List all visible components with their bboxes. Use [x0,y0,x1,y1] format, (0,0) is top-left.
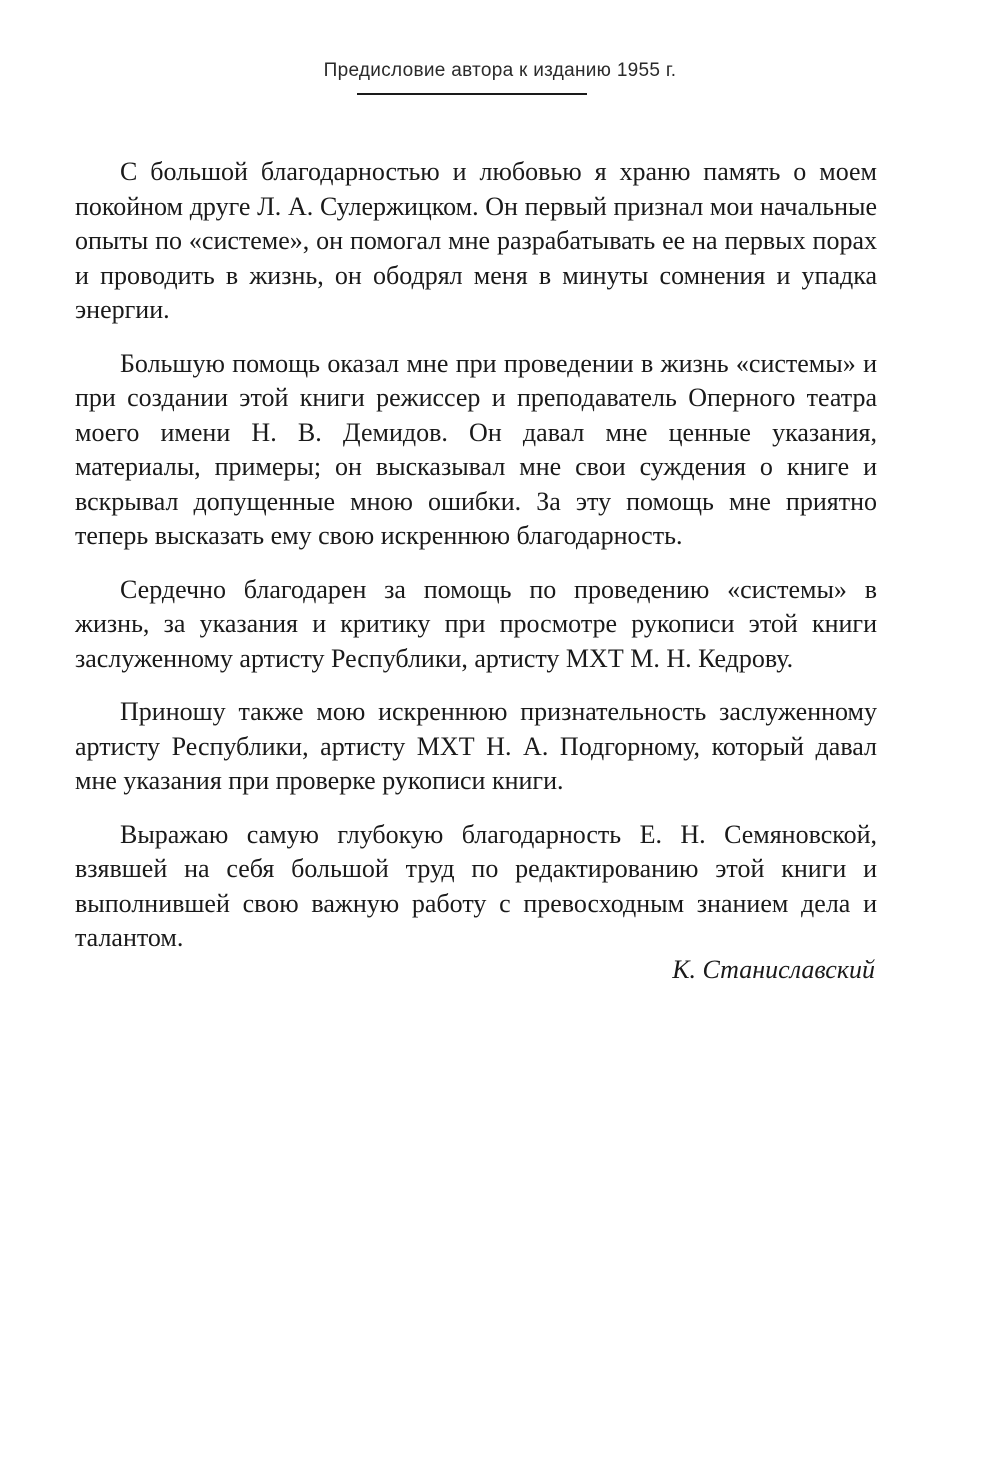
running-title: Предисловие автора к изданию 1955 г. [323,60,677,81]
preface-body [75,155,877,975]
paragraph: Сердечно благодарен за помощь по проведению «системы» в жизнь, за указания и критику при просмотре рукописи этой книги заслуженному артисту Республики, артисту МХТ М. Н. Кедрову. [75,574,877,673]
header-rule [357,93,587,95]
paragraph: С большой благодарностью и любовью я храню память о моем покойном друге Л. А. Сулержицком. Он первый признал мои начальные опыты по «системе», он помогал мне разрабатывать ее на первых порах и проводить в жизнь, он ободрял меня в минуты сомнения и упадка энергии. [75,157,877,324]
author-signature: К. Станиславский [672,955,875,984]
paragraph: Выражаю самую глубокую благодарность Е. Н. Семяновской, взявшей на себя большой труд по редактированию этой книги и выполнившей свою важную работу с превосходным знанием дела и талантом. [75,819,877,952]
paragraph: Большую помощь оказал мне при проведении в жизнь «системы» и при создании этой книги режиссер и преподаватель Оперного театра моего имени Н. В. Демидов. Он давал мне ценные указания, материалы, примеры; он высказывал мне свои суждения о книге и вскрывал допущенные мною ошибки. За эту помощь мне приятно теперь высказать ему свою искреннюю благодарность. [75,348,877,550]
paragraph: Приношу также мою искреннюю признательность заслуженному артисту Республики, артисту МХТ Н. А. Подгорному, который давал мне указания при проверке рукописи книги. [75,697,877,795]
